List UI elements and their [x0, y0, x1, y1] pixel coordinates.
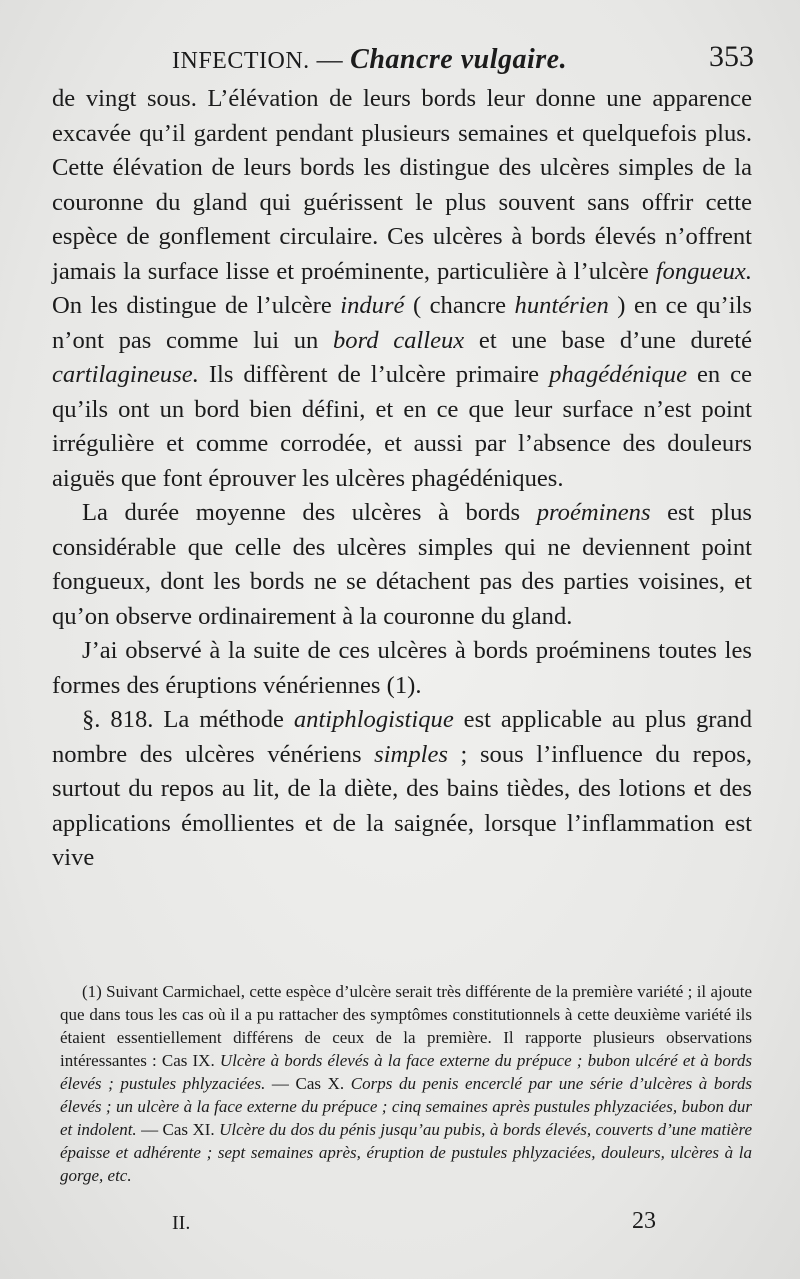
- text-run: On les distingue de l’ulcère: [52, 292, 341, 319]
- italic-text: simples: [374, 740, 448, 768]
- text-run: XI.: [192, 1120, 215, 1139]
- running-head-dash: —: [309, 45, 351, 74]
- running-head: [172, 44, 567, 76]
- text-run: IX.: [192, 1051, 215, 1070]
- paragraph: [52, 703, 752, 876]
- leaf-number: 23: [632, 1208, 656, 1234]
- text-run: Ils diffèrent de l’ulcère primaire: [198, 361, 550, 388]
- paragraph: [52, 496, 752, 634]
- italic-text: fongueux.: [655, 257, 752, 285]
- italic-text: Ulcère à bords élevés à la face externe du prépuce ; bubon ulcéré et à bords élevés ; pustules phlyzaciées.: [60, 1051, 752, 1093]
- text-run: est plus considérable que celle des ulcères simples qui ne deviennent point fongueux, dont les bords ne se détachent pas des parties voisines, et qu’on observe ordinairement à la couronne du gland.: [52, 499, 752, 630]
- text-run: est applicable au plus grand nombre des ulcères vénériens: [52, 706, 753, 768]
- text-run: ) en ce qu’ils n’ont pas comme lui un: [52, 292, 752, 354]
- text-run: §. 818. La méthode: [82, 706, 294, 733]
- text-run: — Cas: [136, 1120, 193, 1139]
- footnote: [60, 980, 752, 1187]
- italic-text: proéminens: [536, 499, 651, 526]
- italic-text: phagédénique: [549, 361, 688, 388]
- paragraph: [52, 634, 752, 703]
- page-header: [172, 38, 754, 78]
- text-run: en ce qu’ils ont un bord bien défini, et en ce que leur surface n’est point irrégulière et comme corrodée, et aussi par l’absence des douleurs aiguës que font éprouver les ulcères phagédéniques.: [52, 361, 753, 492]
- text-run: X.: [327, 1074, 345, 1093]
- italic-text: cartilagineuse.: [52, 361, 199, 388]
- text-run: ( chancre: [404, 292, 515, 319]
- italic-text: bord calleux: [333, 326, 465, 354]
- text-run: — Cas: [265, 1074, 328, 1093]
- text-run: (1) Suivant Carmichael, cette espèce d’ulcère serait très différente de la première variété ; il ajoute que dans tous les cas où il a pu rattacher des symptômes constitutionnels à cette deuxième variété ils étaient essentiellement différens de ceux de la première. Il rapporte plusieurs observations intéressantes : Cas: [60, 982, 752, 1070]
- text-run: et une base d’une dureté: [464, 326, 752, 354]
- text-run: de vingt sous. L’élévation de leurs bords leur donne une apparence excavée qu’il gardent pendant plusieurs semaines et quelquefois plus. Cette élévation de leurs bords les distingue des ulcères simples de la couronne du gland qui guérissent le plus souvent sans offrir cette espèce de gonflement circulaire. Ces ulcères à bords élevés n’offrent jamais la surface lisse et proéminente, particulière à l’ulcère: [52, 85, 752, 285]
- text-run: J’ai observé à la suite de ces ulcères à bords proéminens toutes les formes des éruptions vénériennes (1).: [52, 637, 752, 699]
- paragraph: [52, 82, 752, 496]
- running-head-title: Chancre vulgaire.: [350, 44, 568, 75]
- main-text: [52, 82, 752, 876]
- text-run: ; sous l’influence du repos, surtout du repos au lit, de la diète, des bains tièdes, des lotions et des applications émollientes et de la saignée, lorsque l’inflammation est vive: [52, 740, 752, 871]
- italic-text: Ulcère du dos du pénis jusqu’au pubis, à bords élevés, couverts d’une matière épaisse et adhérente ; sept semaines après, éruption de pustules phlyzaciées, douleurs, ulcères à la gorge, etc.: [60, 1120, 753, 1185]
- italic-text: huntérien: [514, 292, 609, 319]
- page-number: 353: [709, 40, 754, 73]
- italic-text: Corps du penis encerclé par une série d’ulcères à bords élevés ; un ulcère à la face externe du prépuce ; cinq semaines après pustules phlyzaciées, bubon dur et indolent.: [60, 1074, 753, 1139]
- footnote-paragraph: [60, 980, 752, 1187]
- italic-text: antiphlogistique: [293, 706, 454, 733]
- italic-text: induré: [340, 292, 405, 319]
- signature-mark: II.: [172, 1212, 191, 1234]
- text-run: La durée moyenne des ulcères à bords: [82, 499, 537, 526]
- running-head-prefix: INFECTION.: [172, 48, 310, 74]
